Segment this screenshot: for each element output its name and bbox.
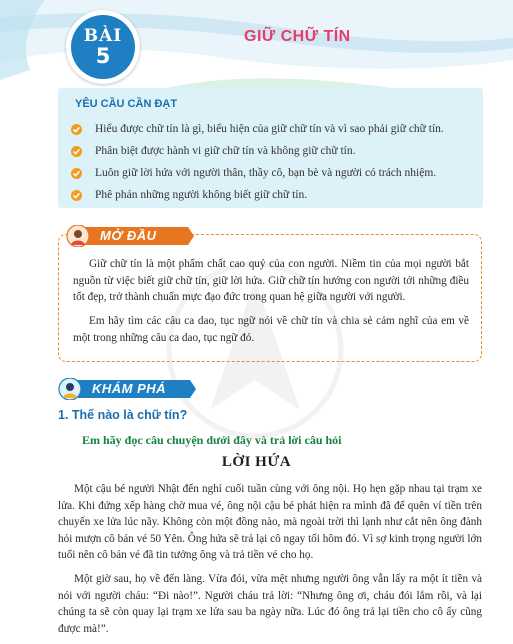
requirements-box bbox=[58, 88, 483, 208]
lesson-title: GIỮ CHỮ TÍN bbox=[244, 28, 351, 45]
intro-paragraph: Em hãy tìm các câu ca dao, tục ngữ nói về chữ tín và chia sẻ cảm nghĩ của em về một trong những câu ca dao, tục ngữ đó. bbox=[73, 315, 469, 344]
lesson-word: BÀI bbox=[83, 25, 123, 46]
requirement-item bbox=[71, 187, 476, 209]
story-paragraph: Một giờ sau, họ về đến làng. Vừa đói, vừa mệt nhưng người ông vẫn lấy ra một ít tiền và nói với người cháu: “Đi nào!”. Người cháu trả lời: “Nhưng ông ơi, cháu đói lắm rồi, và lại chúng ta sẽ còn quay lại trạm xe lửa sau ba ngày nữa. Lúc đó ông trả lại tiền cho cô ấy cũng được mà!”. bbox=[58, 573, 482, 635]
check-icon bbox=[71, 146, 82, 157]
story-paragraph: Một cậu bé người Nhật đến nghỉ cuối tuần cùng với ông nội. Họ hẹn gặp nhau tại trạm xe lửa. Khi đứng xếp hàng chờ mua vé, ông nội cậu bé phát hiện ra mình đã để quên ví tiền trên chuyến xe lửa lúc nãy. Không còn một đồng nào, mà ngoài trời thì lạnh như cắt nên ông đành hỏi mượn cô bán vé 50 Yên. Ông hứa sẽ trả lại cô ngay tối hôm đó. Vì sợ kinh trọng người lớn tuổi nên cô bán vé đã tin tưởng ông và trả tiền vé cho họ. bbox=[58, 483, 482, 561]
requirements-list bbox=[71, 121, 476, 209]
requirements-heading: YÊU CẦU CẦN ĐẠT bbox=[75, 98, 178, 110]
intro-paragraph: Giữ chữ tín là một phẩm chất cao quý của con người. Niềm tin của mọi người bắt nguồn từ việc biết giữ chữ tín, giữ lời hứa. Giữ chữ tín hướng con người tới những điều tốt đẹp, trở thành chuẩn mực đạo đức trong quan hệ giữa người với người. bbox=[73, 258, 469, 303]
section-heading: 1. Thế nào là chữ tín? bbox=[58, 408, 188, 422]
requirement-text: Phê phán những người không biết giữ chữ tín. bbox=[95, 189, 308, 201]
requirement-text: Hiểu được chữ tín là gì, biểu hiện của giữ chữ tín và vì sao phải giữ chữ tín. bbox=[95, 123, 444, 135]
requirement-text: Luôn giữ lời hứa với người thân, thầy cô, bạn bè và người có trách nhiệm. bbox=[95, 167, 437, 179]
explore-banner bbox=[58, 378, 198, 400]
lesson-badge-circle bbox=[71, 15, 135, 79]
requirement-item bbox=[71, 165, 476, 187]
story-title: LỜI HỨA bbox=[221, 454, 292, 470]
lesson-badge bbox=[66, 10, 140, 84]
check-icon bbox=[71, 168, 82, 179]
check-icon bbox=[71, 124, 82, 135]
intro-banner bbox=[66, 225, 196, 247]
requirement-item bbox=[71, 121, 476, 143]
explore-banner-label: KHÁM PHÁ bbox=[92, 381, 167, 396]
requirement-text: Phân biệt được hành vi giữ chữ tín và không giữ chữ tín. bbox=[95, 145, 356, 157]
task-instruction: Em hãy đọc câu chuyện dưới đây và trả lời câu hỏi bbox=[82, 433, 342, 447]
check-icon bbox=[71, 190, 82, 201]
intro-banner-label: MỞ ĐẦU bbox=[100, 228, 157, 243]
requirement-item bbox=[71, 143, 476, 165]
lesson-number: 5 bbox=[95, 43, 111, 68]
